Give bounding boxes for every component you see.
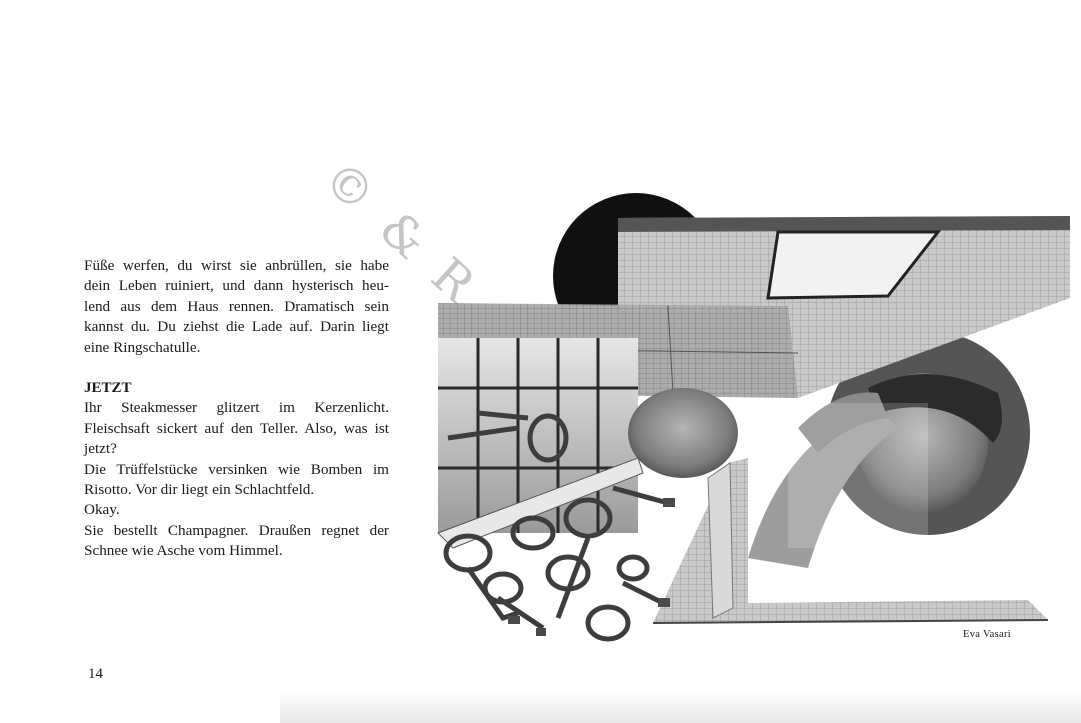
body-text xyxy=(84,256,389,562)
page-shadow xyxy=(280,690,1081,723)
text-line: dein Leben ruiniert, und dann hysterisch heu- xyxy=(84,277,389,295)
paragraph xyxy=(84,398,389,459)
text-line: Risotto. Vor dir liegt ein Schlachtfeld. xyxy=(84,481,315,499)
copyright-watermark: © & R xyxy=(312,150,490,318)
text-line: jetzt? xyxy=(84,440,117,458)
paragraph xyxy=(84,521,389,562)
text-line: Ihr Steakmesser glitzert im Kerzenlicht. xyxy=(84,399,389,417)
text-line: Die Trüffelstücke versinken wie Bomben im xyxy=(84,460,389,478)
text-line: Füße werfen, du wirst sie anbrüllen, sie habe xyxy=(84,257,389,274)
text-line: Schnee wie Asche vom Himmel. xyxy=(84,542,283,560)
section-heading: JETZT xyxy=(84,380,132,397)
collage-image xyxy=(408,188,1070,663)
text-line: kannst du. Du ziehst die Lade auf. Darin liegt xyxy=(84,318,389,336)
paragraph xyxy=(84,256,389,358)
paragraph xyxy=(84,460,389,501)
face-left xyxy=(628,388,738,478)
paragraph xyxy=(84,500,389,520)
text-line: Fleischsaft sickert auf den Teller. Also, was ist xyxy=(84,419,389,437)
text-line: Okay. xyxy=(84,501,120,519)
text-line: eine Ringschatulle. xyxy=(84,338,201,356)
page-number: 14 xyxy=(88,666,103,682)
image-credit: Eva Vasari xyxy=(963,629,1011,640)
text-line: Sie bestellt Champagner. Draußen regnet der xyxy=(84,521,389,539)
text-line: lend aus dem Haus rennen. Dramatisch sein xyxy=(84,297,389,315)
